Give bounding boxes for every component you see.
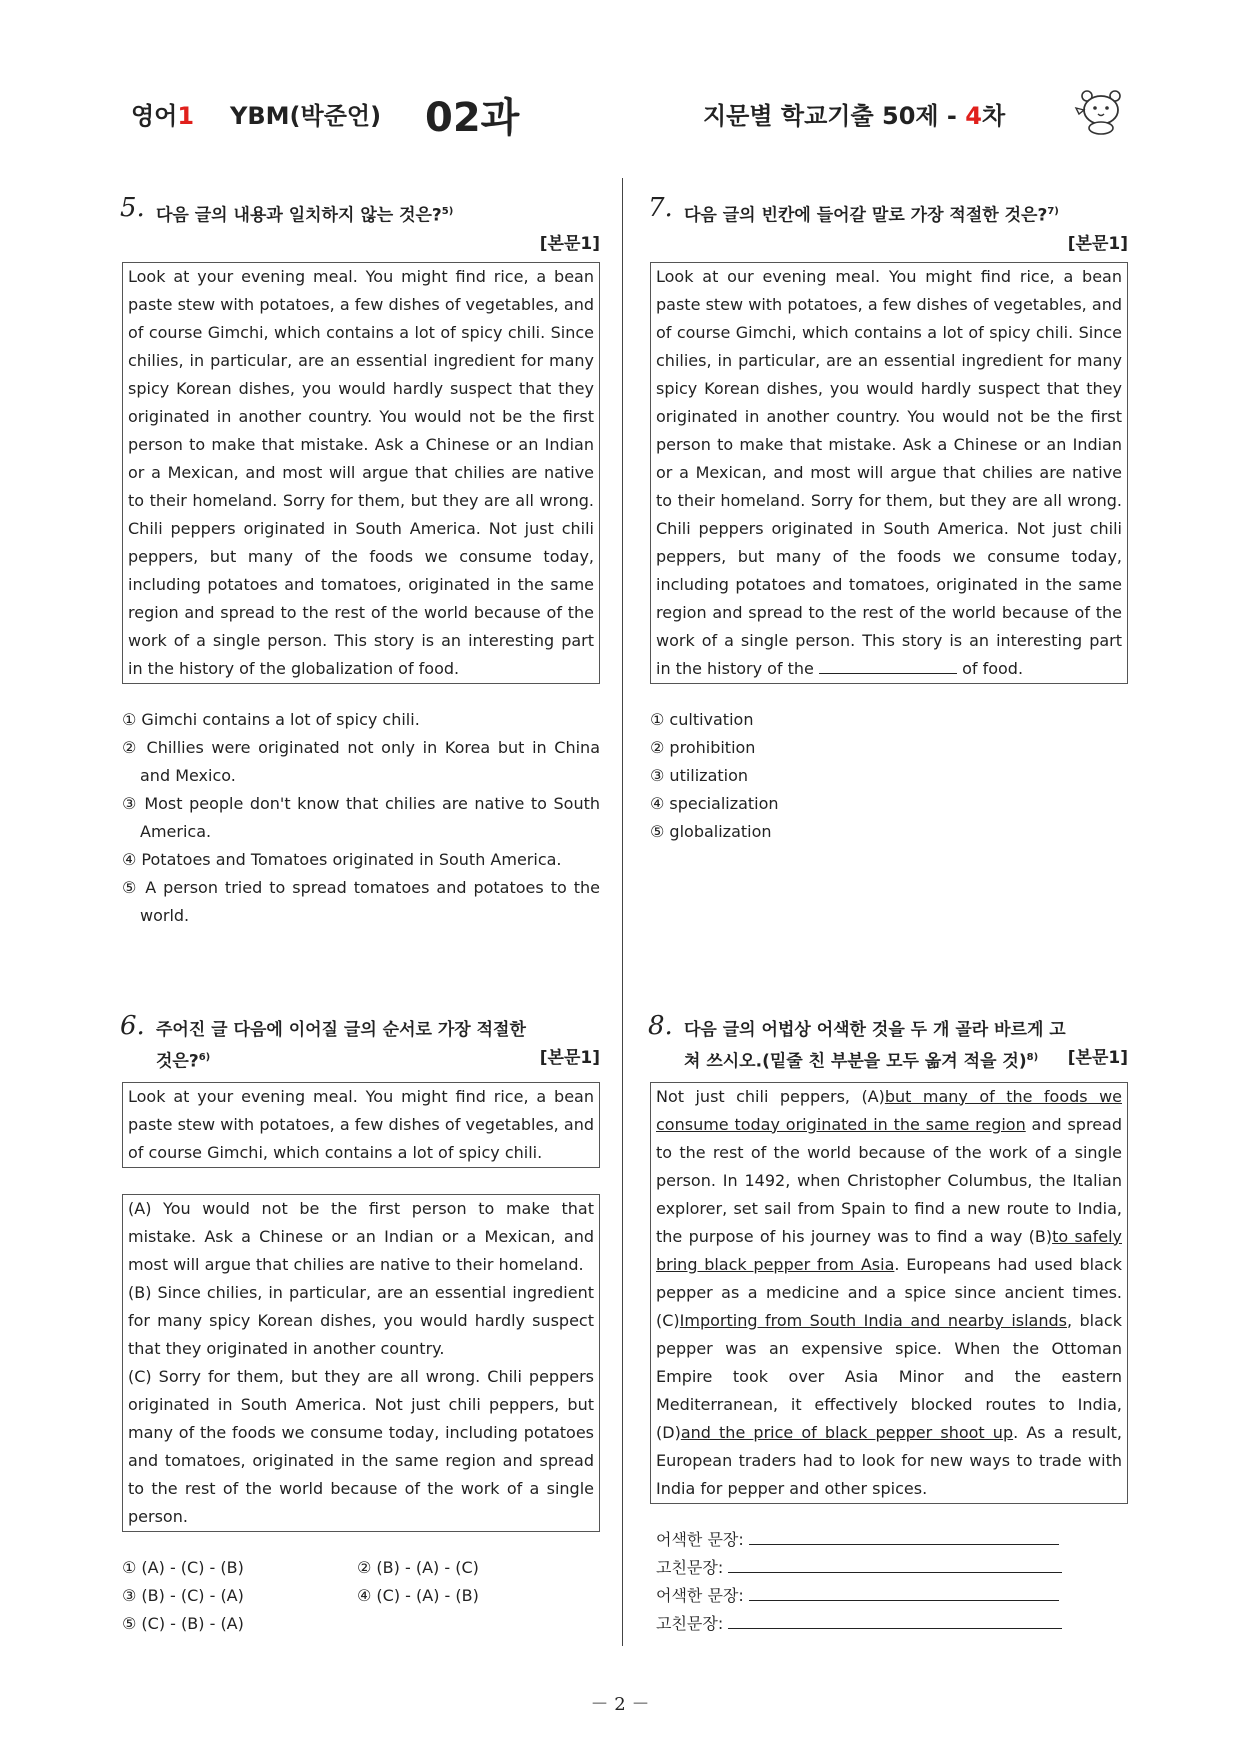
- question-7-number: 7.: [648, 193, 673, 223]
- option-3[interactable]: ③ Most people don't know that chilies are native to South America.: [122, 793, 600, 841]
- answer-line[interactable]: [728, 1558, 1062, 1573]
- question-6-tag: [본문1]: [539, 1048, 600, 1068]
- question-5-options: [122, 706, 600, 930]
- question-5-header: 5. 다음 글의 내용과 일치하지 않는 것은?$^{5)}$ [본문1]: [122, 198, 600, 258]
- underline-b: to safely bring black pepper from Asia: [656, 1226, 1122, 1274]
- question-5-tag: [본문1]: [539, 233, 600, 254]
- question-8-header: 8. 다음 글의 어법상 어색한 것을 두 개 골라 바르게 고쳐 쓰시오.(밑줄 친 부분을 모두 옮겨 적을 것)$^{8)}$ [본문1]: [648, 1011, 1128, 1072]
- option-2[interactable]: ② Chillies were originated not only in Korea but in China and Mexico.: [122, 737, 600, 785]
- question-7: [648, 193, 1128, 846]
- question-6-prompt: 주어진 글 다음에 이어질 글의 순서로 가장 적절한 것은?: [156, 1020, 526, 1072]
- question-6-number: 6.: [120, 1011, 145, 1041]
- question-6-parts: [122, 1194, 600, 1532]
- option-2[interactable]: ② prohibition: [650, 737, 756, 757]
- question-6: [120, 1011, 600, 1638]
- option-5[interactable]: ⑤ A person tried to spread tomatoes and potatoes to the world.: [122, 877, 600, 925]
- question-5-prompt: 다음 글의 내용과 일치하지 않는 것은?: [156, 205, 442, 226]
- option-1[interactable]: ① cultivation: [650, 709, 754, 729]
- underline-a: but many of the foods we consume today originated in the same region: [656, 1086, 1122, 1134]
- question-5-number: 5.: [120, 193, 145, 223]
- question-7-prompt: 다음 글의 빈칸에 들어갈 말로 가장 적절한 것은?: [684, 205, 1048, 226]
- answer-line[interactable]: [749, 1586, 1059, 1601]
- answer-blank: [819, 659, 957, 674]
- question-7-header: 7. 다음 글의 빈칸에 들어갈 말로 가장 적절한 것은?$^{7)}$ [본문1]: [650, 198, 1128, 258]
- publisher-label: YBM(박준언): [230, 102, 382, 130]
- option-1[interactable]: ① Gimchi contains a lot of spicy chili.: [122, 709, 420, 729]
- option-3[interactable]: ③ (B) - (C) - (A): [122, 1585, 244, 1605]
- option-2[interactable]: ② (B) - (A) - (C): [357, 1557, 479, 1577]
- subject-label: 영어1: [131, 102, 195, 130]
- lesson-title: 02과: [425, 95, 520, 141]
- bear-mascot-icon: [1073, 86, 1127, 136]
- question-8-prompt: 다음 글의 어법상 어색한 것을 두 개 골라 바르게 고쳐 쓰시오.(밑줄 친 부분을 모두 옮겨 적을 것): [684, 1020, 1066, 1072]
- option-1[interactable]: ① (A) - (C) - (B): [122, 1557, 244, 1577]
- option-5[interactable]: ⑤ (C) - (B) - (A): [122, 1613, 244, 1633]
- part-c: (C) Sorry for them, but they are all wrong. Chili peppers originated in South America. Not just chili peppers, but many of the foods we consume today, including potatoes and tomatoes, originated in the same region and spread to the rest of the world because of the work of a single person.: [128, 1366, 594, 1526]
- question-7-options: [650, 706, 1128, 846]
- option-4[interactable]: ④ (C) - (A) - (B): [357, 1585, 479, 1605]
- answer-line[interactable]: [728, 1614, 1062, 1629]
- series-label: 지문별 학교기출 50제 - 4차: [703, 102, 1006, 130]
- option-5[interactable]: ⑤ globalization: [650, 821, 772, 841]
- option-4[interactable]: ④ specialization: [650, 793, 779, 813]
- option-4[interactable]: ④ Potatoes and Tomatoes originated in South America.: [122, 849, 562, 869]
- question-8-number: 8.: [648, 1011, 673, 1041]
- part-a: (A) You would not be the first person to make that mistake. Ask a Chinese or an Indian or a Mexican, and most will argue that chilies are native to their homeland.: [128, 1198, 594, 1274]
- underline-d: and the price of black pepper shoot up: [680, 1422, 1014, 1442]
- question-6-options: [122, 1554, 600, 1638]
- question-6-given-passage: Look at your evening meal. You might find rice, a bean paste stew with potatoes, a few dishes of vegetables, and of course Gimchi, which contains a lot of spicy chili.: [122, 1082, 600, 1168]
- answer-lines: 어색한 문장: 고친문장: 어색한 문장: 고친문장:: [650, 1526, 1128, 1638]
- question-5: [120, 193, 600, 930]
- column-divider: [622, 178, 623, 1646]
- question-8: [648, 1011, 1128, 1638]
- page-number: － 2 －: [590, 1694, 650, 1715]
- answer-line[interactable]: [749, 1530, 1059, 1545]
- question-8-passage: Not just chili peppers, (A)but many of the foods we consume today originated in the same region and spread to the rest of the world because of the work of a single person. In 1492, when Christopher Columbus, the Italian explorer, set sail from Spain to find a new route to India, the purpose of his journey was to find a way (B)to safely bring black pepper from Asia. Europeans had used black pepper as a medicine and a spice since ancient times. (C)Importing from South India and nearby islands, black pepper was an expensive spice. When the Ottoman Empire took over Asia Minor and the eastern Mediterranean, it effectively blocked routes to India, (D)and the price of black pepper shoot up. As a result, European traders had to look for new ways to trade with India for pepper and other spices.: [650, 1082, 1128, 1504]
- question-8-tag: [본문1]: [1067, 1048, 1128, 1068]
- underline-c: Importing from South India and nearby islands: [679, 1310, 1067, 1330]
- option-3[interactable]: ③ utilization: [650, 765, 749, 785]
- part-b: (B) Since chilies, in particular, are an essential ingredient for many spicy Korean dishes, you would hardly suspect that they originated in another country.: [128, 1282, 594, 1358]
- question-5-passage: Look at your evening meal. You might find rice, a bean paste stew with potatoes, a few dishes of vegetables, and of course Gimchi, which contains a lot of spicy chili. Since chilies, in particular, are an essential ingredient for many spicy Korean dishes, you would hardly suspect that they originated in another country. You would not be the first person to make that mistake. Ask a Chinese or an Indian or a Mexican, and most will argue that chilies are native to their homeland. Sorry for them, but they are all wrong. Chili peppers originated in South America. Not just chili peppers, but many of the foods we consume today, including potatoes and tomatoes, originated in the same region and spread to the rest of the world because of the work of a single person. This story is an interesting part in the history of the globalization of food.: [122, 262, 600, 684]
- question-6-header: 6. 주어진 글 다음에 이어질 글의 순서로 가장 적절한 것은?$^{6)}$ [본문1]: [120, 1011, 600, 1072]
- question-7-tag: [본문1]: [1067, 233, 1128, 254]
- question-7-passage: Look at our evening meal. You might find rice, a bean paste stew with potatoes, a few dishes of vegetables, and of course Gimchi, which contains a lot of spicy chili. Since chilies, in particular, are an essential ingredient for many spicy Korean dishes, you would hardly suspect that they originated in another country. You would not be the first person to make that mistake. Ask a Chinese or an Indian or a Mexican, and most will argue that chilies are native to their homeland. Sorry for them, but they are all wrong. Chili peppers originated in South America. Not just chili peppers, but many of the foods we consume today, including potatoes and tomatoes, originated in the same region and spread to the rest of the world because of the work of a single person. This story is an interesting part in the history of the of food.: [650, 262, 1128, 684]
